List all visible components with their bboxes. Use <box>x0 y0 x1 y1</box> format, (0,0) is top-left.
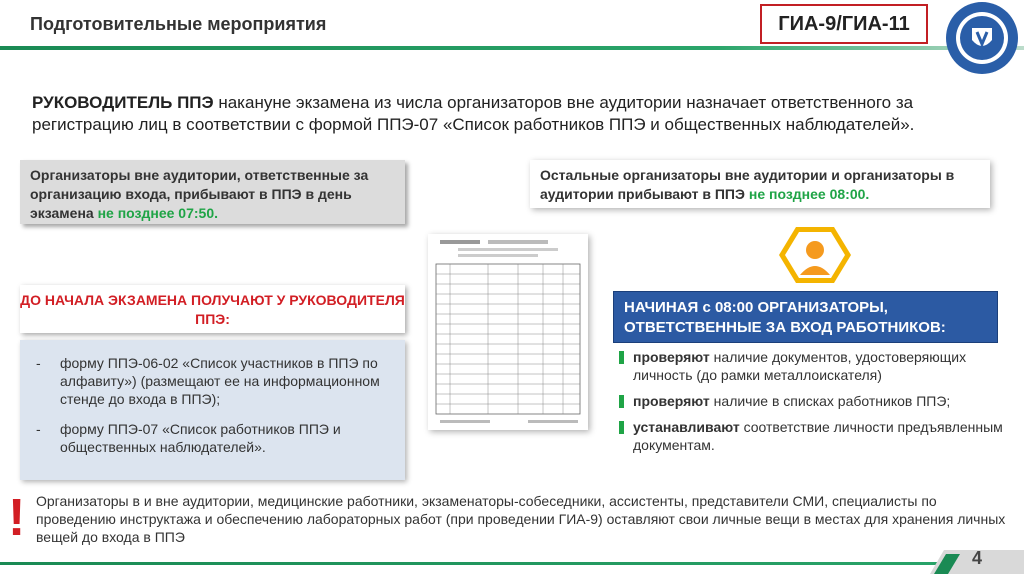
shield-logo-icon <box>944 0 1020 76</box>
before-exam-title: ДО НАЧАЛА ЭКЗАМЕНА ПОЛУЧАЮТ У РУКОВОДИТЕЛЯ ППЭ: <box>20 285 405 333</box>
form-document-thumbnail <box>428 234 588 430</box>
arrival-other-organizers-box <box>530 160 990 208</box>
page-title: Подготовительные мероприятия <box>30 14 327 34</box>
list-dash: - <box>36 355 41 371</box>
duty-item <box>617 418 1007 454</box>
duty-item <box>617 348 1007 384</box>
duty-verb: проверяют <box>633 393 710 409</box>
intro-paragraph <box>32 92 1002 136</box>
list-item <box>32 420 393 456</box>
intro-text: накануне экзамена из числа организаторов вне аудитории назначает ответственного за регистрацию лиц в соответствии с формой ППЭ-07 «Список работников ППЭ и общественных наблюдателей». <box>32 93 915 134</box>
arrival-entry-organizers-box <box>20 160 405 224</box>
arrival-other-deadline: не позднее 08:00. <box>748 186 870 202</box>
page-number: 4 <box>972 548 983 568</box>
person-icon <box>778 225 852 285</box>
list-item-text: форму ППЭ-06-02 «Список участников в ППЭ по алфавиту») (размещают ее на информационном стенде до входа в ППЭ); <box>60 355 380 407</box>
duty-item <box>617 392 1007 410</box>
exam-badge: ГИА-9/ГИА-11 <box>760 4 928 44</box>
entry-organizers-duties <box>617 348 1007 462</box>
green-bullet <box>619 421 624 434</box>
exclamation-icon: ! <box>8 489 26 547</box>
arrival-other-text: Остальные организаторы вне аудитории и организаторы в аудитории прибывают в ППЭ <box>540 167 955 202</box>
footer-divider <box>0 562 1024 565</box>
before-exam-list <box>20 340 405 480</box>
intro-lead: РУКОВОДИТЕЛЬ ППЭ <box>32 93 214 112</box>
duty-text: наличие документов, удостоверяющих личность (до рамки металлоискателя) <box>633 349 967 383</box>
green-bullet <box>619 351 624 364</box>
duty-verb: проверяют <box>633 349 710 365</box>
header-divider <box>0 46 1024 50</box>
list-dash: - <box>36 421 41 437</box>
list-item <box>32 354 393 408</box>
duty-text: наличие в списках работников ППЭ; <box>709 393 951 409</box>
green-bullet <box>619 395 624 408</box>
list-item-text: форму ППЭ-07 «Список работников ППЭ и общественных наблюдателей». <box>60 421 341 455</box>
warning-text: Организаторы в и вне аудитории, медицинские работники, экзаменаторы-собеседники, ассистенты, представители СМИ, специалисты по проведению инструктажа и обеспечению лабораторных работ (при проведении ГИА-9) оставляют свои личные вещи в местах для хранения личных вещей до входа в ППЭ <box>36 493 1006 545</box>
entry-organizers-title: НАЧИНАЯ с 08:00 ОРГАНИЗАТОРЫ, ОТВЕТСТВЕННЫЕ ЗА ВХОД РАБОТНИКОВ: <box>613 291 998 343</box>
arrival-entry-deadline: не позднее 07:50. <box>97 205 218 221</box>
duty-verb: устанавливают <box>633 419 740 435</box>
arrival-entry-text: Организаторы вне аудитории, ответственные за организацию входа, прибывают в ППЭ в день экзамена <box>30 167 369 221</box>
duty-text: соответствие личности предъявленным документам. <box>633 419 1003 453</box>
